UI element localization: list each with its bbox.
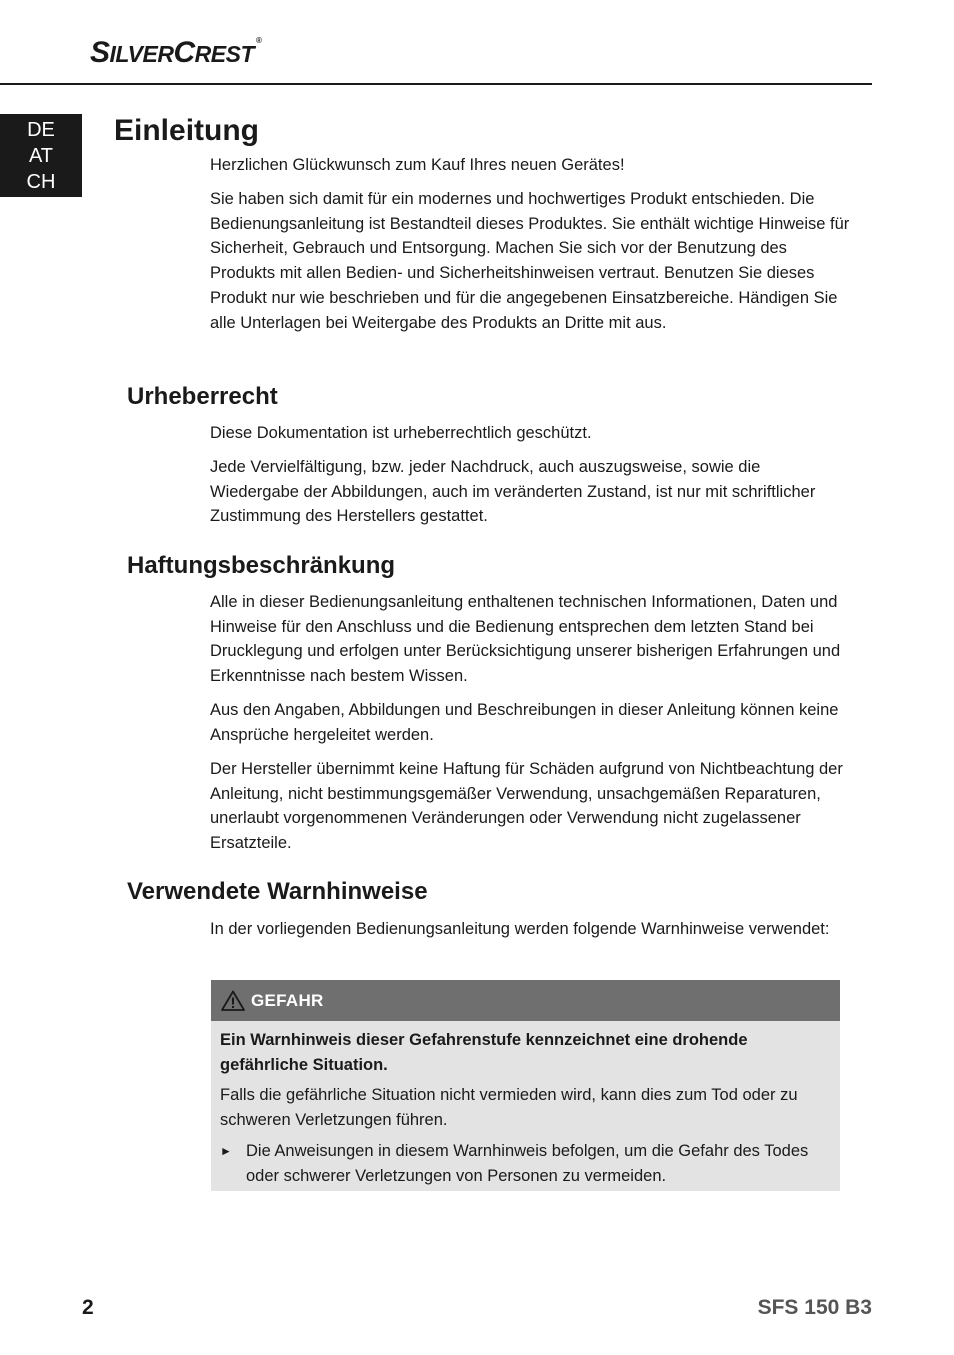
intro-paragraph-1: Herzlichen Glückwunsch zum Kauf Ihres neuen Gerätes! [210,156,625,174]
brand-logo-c: C [173,36,195,69]
brand-logo-ilver: ILVER [109,41,174,67]
language-tab [0,114,82,197]
header-divider [0,83,872,85]
section-title-warnhinweise: Verwendete Warnhinweise [127,878,428,905]
warning-triangle-icon [221,990,245,1011]
registered-mark: ® [256,36,262,45]
brand-logo [90,36,261,70]
brand-logo-rest: REST [194,41,254,67]
section-title-haftung: Haftungsbeschränkung [127,552,396,579]
danger-text: Falls die gefährliche Situation nicht vermieden wird, kann dies zum Tod oder zu schweren Verletzungen führen. [220,1086,798,1129]
page-number: 2 [82,1296,94,1319]
brand-logo-s: S [90,36,110,69]
warnings-intro: In der vorliegenden Bedienungsanleitung werden folgende Warnhinweise verwendet: [210,920,830,938]
model-number: SFS 150 B3 [757,1296,872,1319]
liability-paragraph-1: Alle in dieser Bedienungsanleitung enthaltenen technischen Informationen, Daten und Hinweise für den Anschluss und die Bedienung entsprechen dem letzten Stand bei Drucklegung und erfolgen unter Berücksichtigung unserer bisherigen Erfahrungen und Erkenntnisse nach bestem Wissen. [210,593,841,686]
section-title-einleitung: Einleitung [114,114,259,147]
intro-paragraph-2: Sie haben sich damit für ein modernes und hochwertiges Produkt entschieden. Die Bedienungsanleitung ist Bestandteil dieses Produktes. Sie enthält wichtige Hinweise für Sicherheit, Gebrauch und Entsorgung. Machen Sie sich vor der Benutzung des Produkts mit allen Bedien- und Sicherheitshinweisen vertraut. Benutzen Sie dieses Produkt nur wie beschrieben und für die angegebenen Einsatzbereiche. Händigen Sie alle Unterlagen bei Weitergabe des Produkts an Dritte mit aus. [210,190,850,332]
lang-code-de: DE [27,118,55,141]
danger-bold-text: Ein Warnhinweis dieser Gefahrenstufe kennzeichnet eine drohende gefährliche Situation. [220,1031,748,1074]
danger-warning-box [211,980,840,1191]
lang-code-ch: CH [26,170,56,193]
danger-warning-header [211,980,840,1021]
copyright-paragraph-1: Diese Dokumentation ist urheberrechtlich geschützt. [210,424,592,442]
lang-code-at: AT [28,144,54,167]
copyright-paragraph-2: Jede Vervielfältigung, bzw. jeder Nachdruck, auch auszugsweise, sowie die Wiedergabe der Abbildungen, auch im veränderten Zustand, ist nur mit schriftlicher Zustimmung des Herstellers gestattet. [210,458,816,526]
liability-paragraph-3: Der Hersteller übernimmt keine Haftung für Schäden aufgrund von Nichtbeachtung der Anleitung, nicht bestimmungsgemäßer Verwendung, unsachgemäßen Reparaturen, unerlaubt vorgenommenen Veränderungen oder Verwendung nicht zugelassener Ersatzteile. [210,760,843,853]
section-title-urheberrecht: Urheberrecht [127,383,278,410]
danger-instruction [220,1139,830,1188]
liability-paragraph-2: Aus den Angaben, Abbildungen und Beschreibungen in dieser Anleitung können keine Ansprüche hergeleitet werden. [210,701,839,744]
danger-instruction-text: Die Anweisungen in diesem Warnhinweis befolgen, um die Gefahr des Todes oder schwerer Verletzungen von Personen zu vermeiden. [246,1142,809,1185]
bullet-arrow-icon: ► [220,1144,232,1158]
danger-label: GEFAHR [251,990,324,1010]
